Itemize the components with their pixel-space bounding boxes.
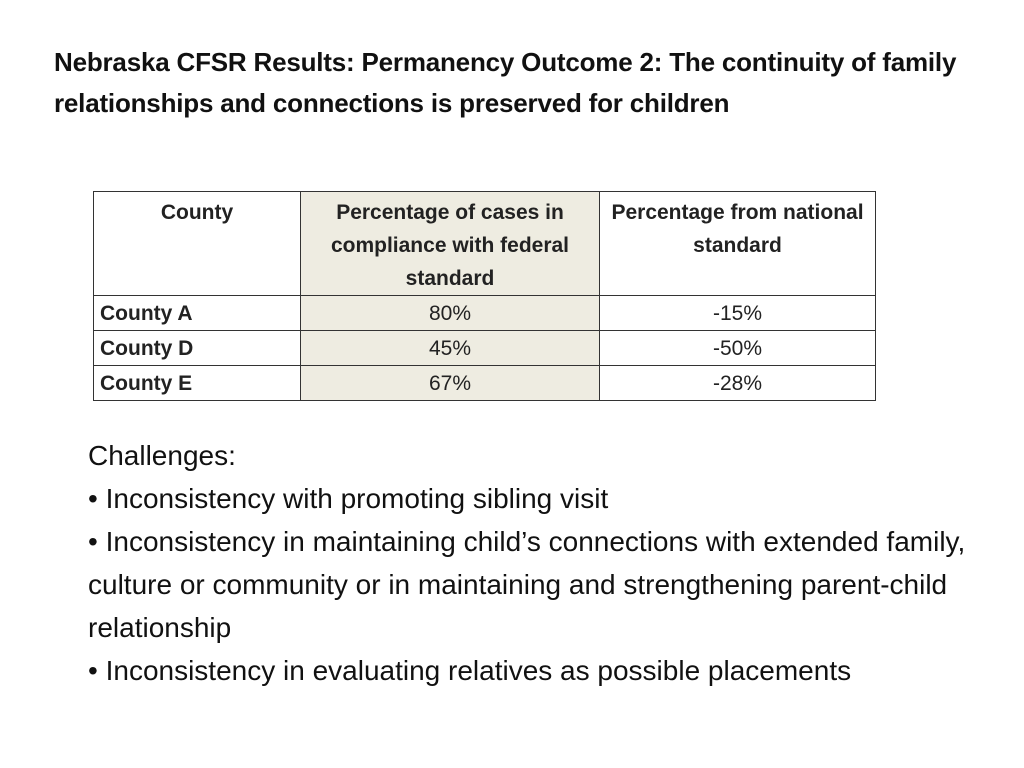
header-compliance: Percentage of cases in compliance with federal standard xyxy=(301,192,600,296)
header-from-national: Percentage from national standard xyxy=(600,192,876,296)
header-county: County xyxy=(94,192,301,296)
results-table-container xyxy=(93,191,875,401)
compliance-cell: 80% xyxy=(301,296,600,331)
challenge-text: Inconsistency in evaluating relatives as possible placements xyxy=(105,655,852,686)
list-item xyxy=(88,520,988,649)
results-table xyxy=(93,191,876,401)
list-item xyxy=(88,477,988,520)
challenges-heading: Challenges: xyxy=(88,440,236,471)
from-national-cell: -15% xyxy=(600,296,876,331)
bullet-dot-icon: • xyxy=(88,655,98,686)
county-name-cell: County E xyxy=(94,366,301,401)
list-item xyxy=(88,649,988,692)
county-name-cell: County A xyxy=(94,296,301,331)
challenge-text: Inconsistency in maintaining child’s connections with extended family, culture or community or in maintaining and strengthening parent-child relationship xyxy=(88,526,966,643)
table-row xyxy=(94,331,876,366)
challenges-list xyxy=(88,477,988,692)
county-name-cell: County D xyxy=(94,331,301,366)
from-national-cell: -50% xyxy=(600,331,876,366)
compliance-cell: 67% xyxy=(301,366,600,401)
compliance-cell: 45% xyxy=(301,331,600,366)
table-header-row xyxy=(94,192,876,296)
bullet-dot-icon: • xyxy=(88,526,98,557)
table-row xyxy=(94,366,876,401)
from-national-cell: -28% xyxy=(600,366,876,401)
table-row xyxy=(94,296,876,331)
challenges-section xyxy=(88,434,988,692)
bullet-dot-icon: • xyxy=(88,483,98,514)
slide-title: Nebraska CFSR Results: Permanency Outcome 2: The continuity of family relationships and connections is preserved for children xyxy=(54,47,957,118)
challenge-text: Inconsistency with promoting sibling visit xyxy=(105,483,609,514)
